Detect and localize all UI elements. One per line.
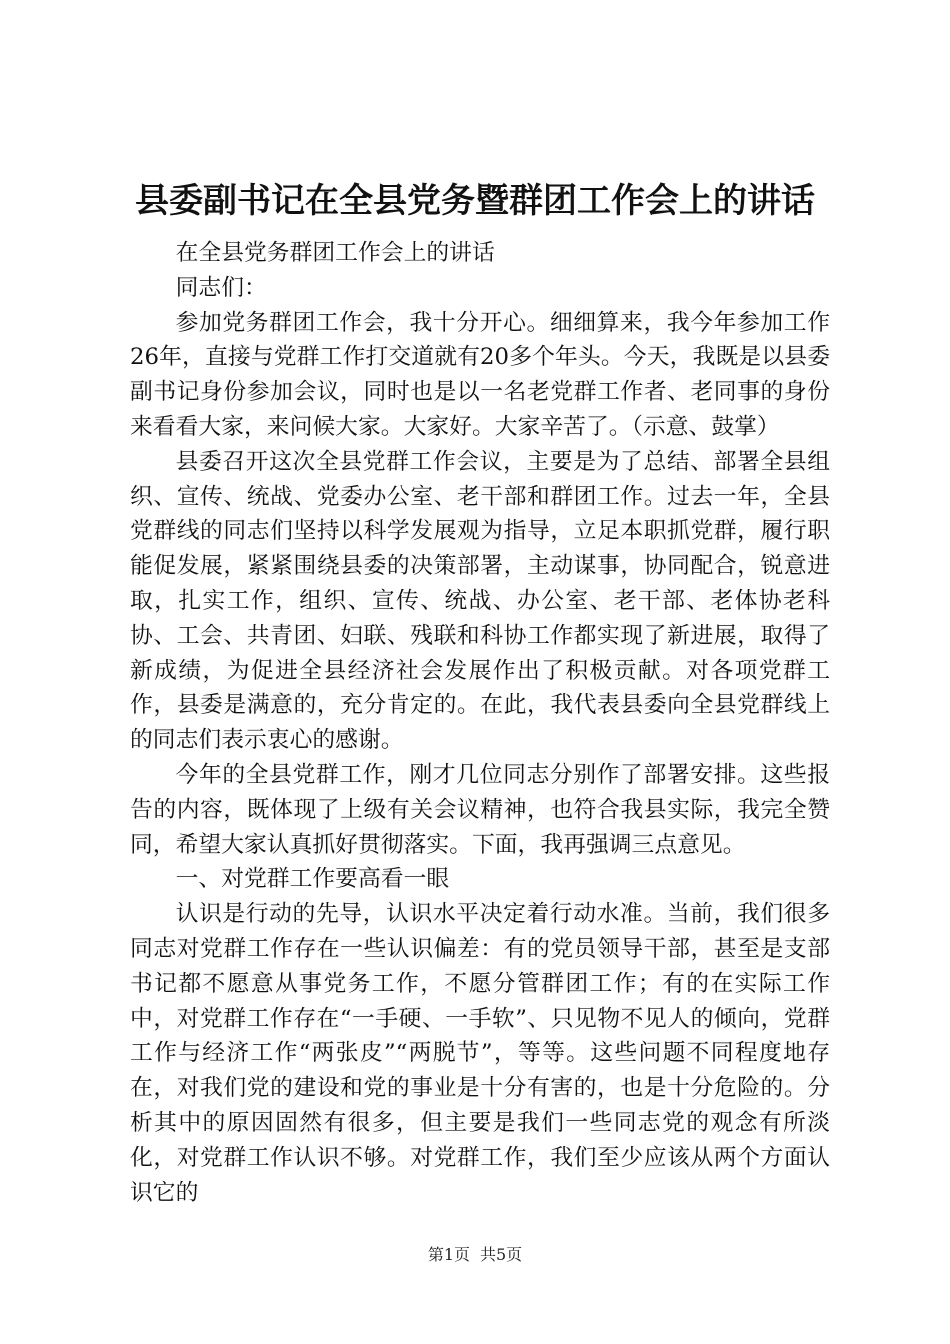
document-body <box>130 236 830 1210</box>
salutation-paragraph: 同志们： <box>175 274 267 301</box>
subtitle-paragraph: 在全县党务群团工作会上的讲话 <box>175 240 495 266</box>
body-paragraph: 参加党务群团工作会，我十分开心。细细算来，我今年参加工作26年，直接与党群工作打交道就有20多个年头。今天，我既是以县委副书记身份参加会议，同时也是以一名老党群工作者、老同事的身份来看看大家，来问候大家。大家好。大家辛苦了。（示意、鼓掌） <box>130 309 830 440</box>
page-total: 共5页 <box>480 1245 523 1264</box>
body-paragraph: 县委召开这次全县党群工作会议，主要是为了总结、部署全县组织、宣传、统战、党委办公室、老干部和群团工作。过去一年，全县党群线的同志们坚持以科学发展观为指导，立足本职抓党群，履行职能促发展，紧紧围绕县委的决策部署，主动谋事，协同配合，锐意进取，扎实工作，组织、宣传、统战、办公室、老干部、老体协老科协、工会、共青团、妇联、残联和科协工作都实现了新进展，取得了新成绩，为促进全县经济社会发展作出了积极贡献。对各项党群工作，县委是满意的，充分肯定的。在此，我代表县委向全县党群线上的同志们表示衷心的感谢。 <box>130 448 830 754</box>
page-number: 第1页 <box>427 1245 470 1264</box>
section-heading: 一、对党群工作要高看一眼 <box>175 866 450 893</box>
page-footer <box>0 1244 950 1266</box>
body-paragraph: 认识是行动的先导，认识水平决定着行动水准。当前，我们很多同志对党群工作存在一些认识偏差：有的党员领导干部，甚至是支部书记都不愿意从事党务工作，不愿分管群团工作；有的在实际工作中，对党群工作存在“一手硬、一手软”、只见物不见人的倾向，党群工作与经济工作“两张皮”“两脱节”，等等。这些问题不同程度地存在，对我们党的建设和党的事业是十分有害的，也是十分危险的。分析其中的原因固然有很多，但主要是我们一些同志党的观念有所淡化，对党群工作认识不够。对党群工作，我们至少应该从两个方面认识它的 <box>130 901 830 1206</box>
body-paragraph: 今年的全县党群工作，刚才几位同志分别作了部署安排。这些报告的内容，既体现了上级有关会议精神，也符合我县实际，我完全赞同，希望大家认真抓好贯彻落实。下面，我再强调三点意见。 <box>130 761 830 858</box>
document-title: 县委副书记在全县党务暨群团工作会上的讲话 <box>135 181 815 221</box>
